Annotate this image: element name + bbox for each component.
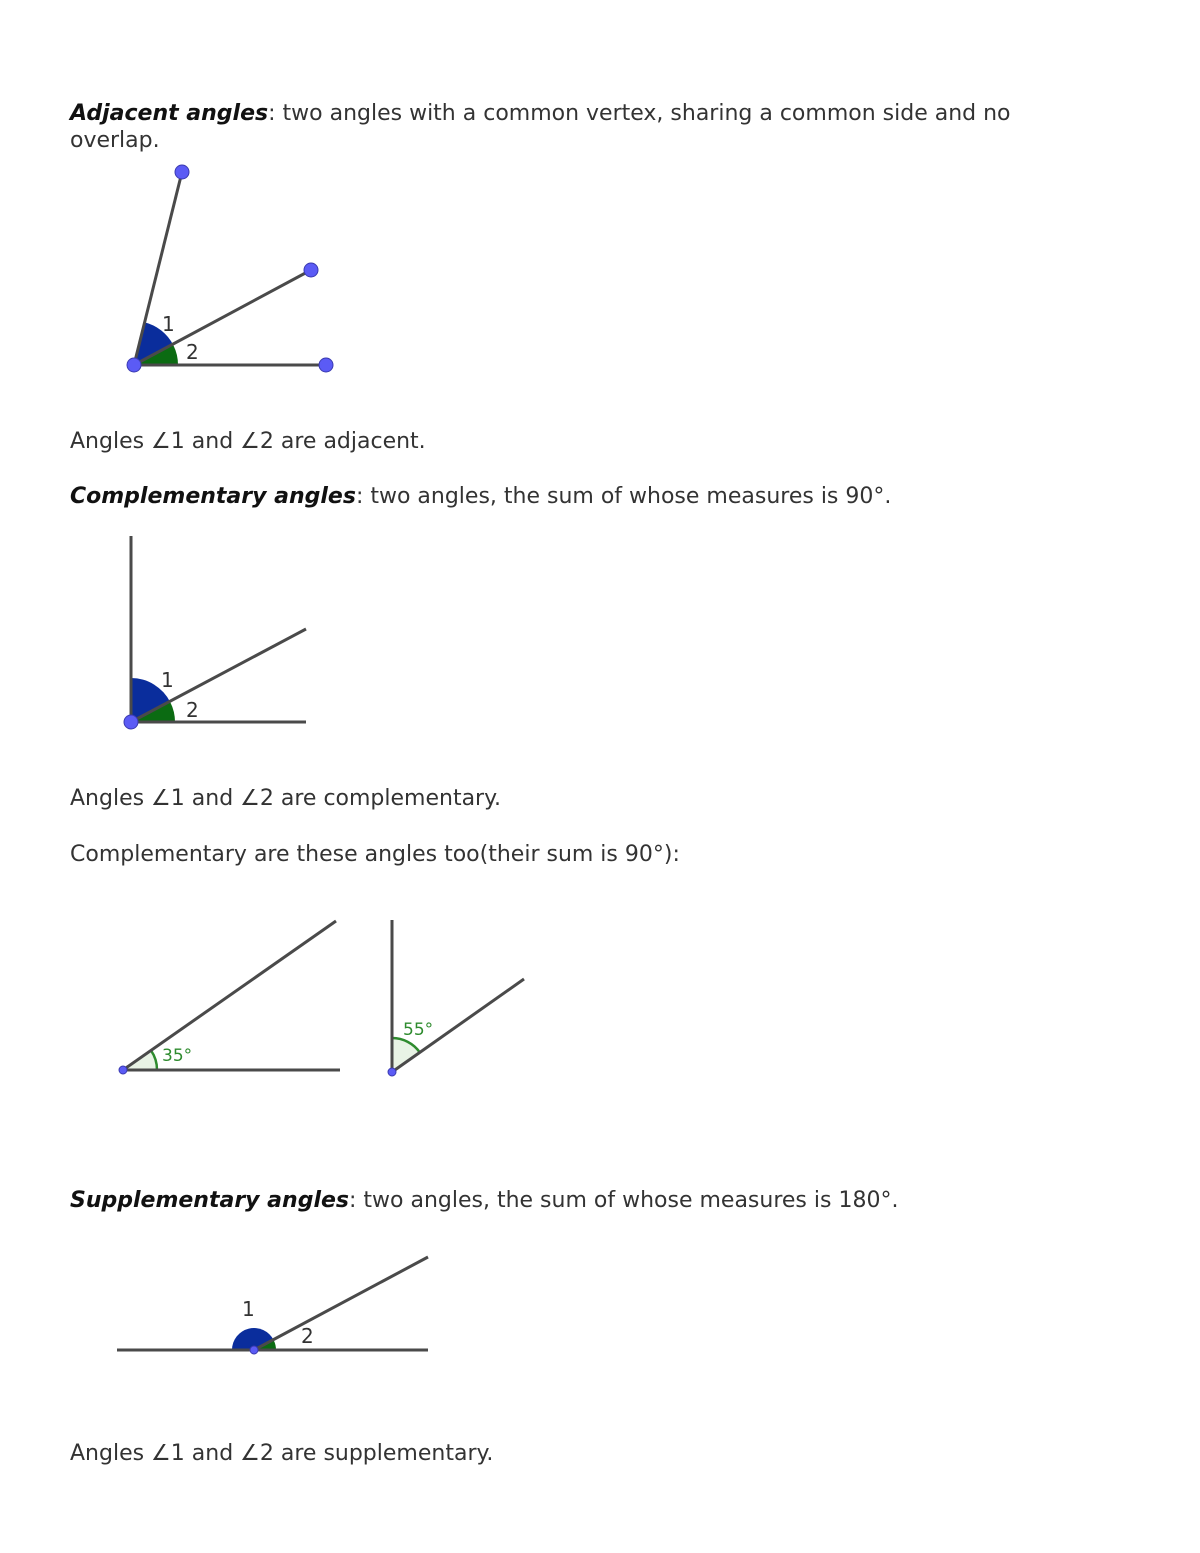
complementary-caption: Angles ∠1 and ∠2 are complementary.: [70, 786, 501, 811]
ray-35-upper: [123, 921, 336, 1070]
point-middle[interactable]: [304, 263, 318, 277]
point-vertex[interactable]: [250, 1346, 258, 1354]
angle-1-label: 1: [161, 668, 174, 692]
adjacent-definition: [70, 100, 1070, 154]
angle-2-label: 2: [301, 1324, 314, 1348]
point-vertex[interactable]: [124, 715, 138, 729]
complementary-examples-figure: [0, 910, 560, 1090]
complementary-definition: [70, 483, 891, 510]
complementary-term: Complementary angles: [70, 484, 356, 509]
complementary-extra-text: Complementary are these angles too(their sum is 90°):: [70, 842, 680, 867]
point-upper[interactable]: [175, 165, 189, 179]
angle-2-label: 2: [186, 340, 199, 364]
adjacent-angles-figure: [0, 150, 400, 410]
angle-35-label: 35°: [162, 1046, 193, 1066]
supplementary-definition-text: : two angles, the sum of whose measures is 180°.: [349, 1188, 899, 1213]
angle-2-label: 2: [186, 698, 199, 722]
supplementary-definition: [70, 1187, 898, 1214]
complementary-definition-text: : two angles, the sum of whose measures is 90°.: [355, 484, 892, 509]
ray-upper: [254, 1257, 428, 1350]
supplementary-angles-figure: [0, 1240, 460, 1380]
angle-1-label: 1: [162, 312, 175, 336]
point-35-vertex[interactable]: [119, 1066, 127, 1074]
point-vertex[interactable]: [127, 358, 141, 372]
point-base[interactable]: [319, 358, 333, 372]
ray-middle: [134, 270, 311, 365]
adjacent-term: Adjacent angles: [70, 101, 269, 126]
angle-55-label: 55°: [403, 1020, 434, 1040]
adjacent-definition-text: : two angles with a common vertex, sharing a common side and no overlap.: [70, 101, 1011, 153]
supplementary-caption: Angles ∠1 and ∠2 are supplementary.: [70, 1441, 494, 1466]
ray-middle: [131, 629, 306, 722]
angle-1-label: 1: [242, 1297, 255, 1321]
adjacent-caption: Angles ∠1 and ∠2 are adjacent.: [70, 429, 426, 454]
point-55-vertex[interactable]: [388, 1068, 396, 1076]
supplementary-term: Supplementary angles: [70, 1188, 349, 1213]
complementary-angles-figure: [0, 530, 400, 750]
